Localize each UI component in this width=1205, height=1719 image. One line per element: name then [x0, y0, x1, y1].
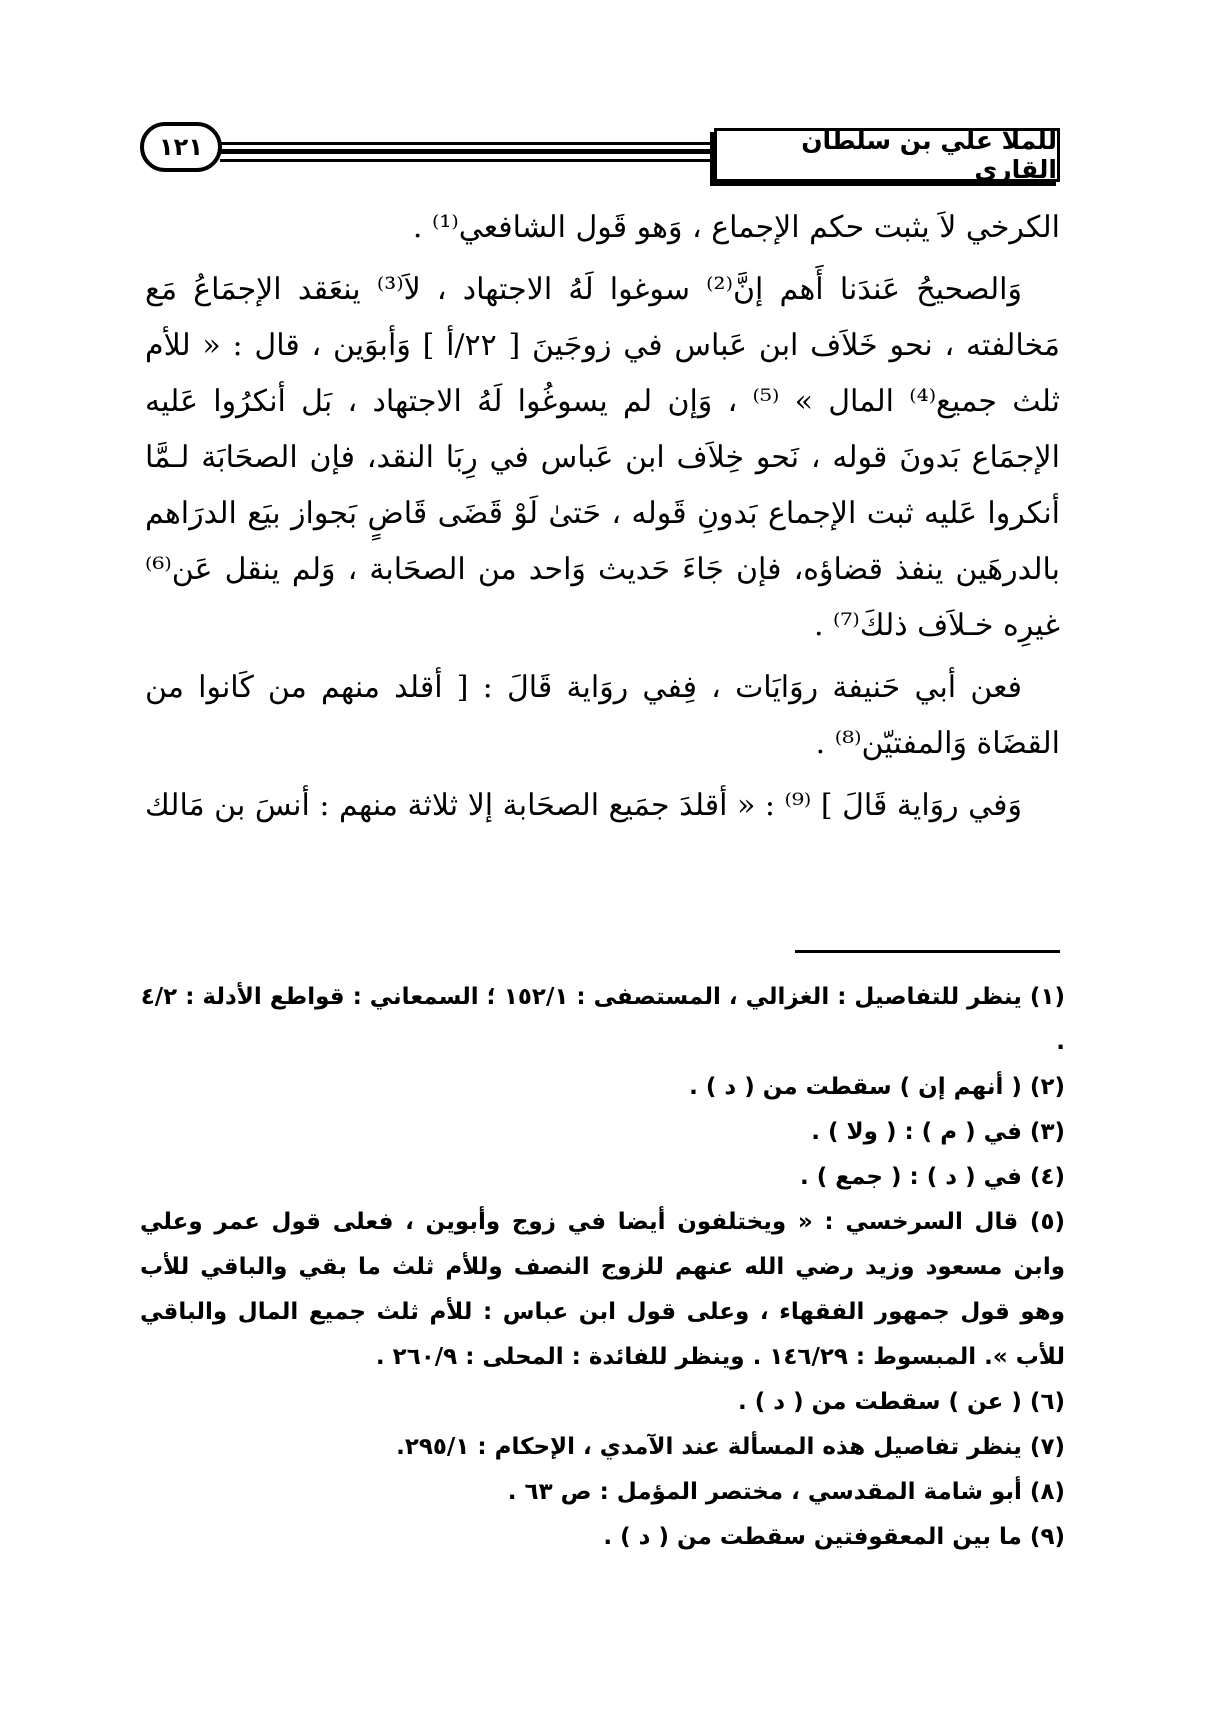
header-rule: [220, 159, 710, 162]
paragraph: وَالصحيحُ عَندَنا أَهم إنَّ⁽²⁾ سوغوا لَهُ الاجتهاد ، لاَ⁽³⁾ ينعَقد الإجمَاعُ مَع مَخالفته ، نحو خَلاَف ابن عَباس في زوجَينَ [ ٢٢/أ ] وَأبوَين ، قال : « للأم ثلث جميع⁽⁴⁾ المال » ⁽⁵⁾ ، وَإن لم يسوغُوا لَهُ الاجتهاد ، بَل أنكرُوا عَليه الإجمَاع بَدونَ قوله ، نَحو خِلاَف ابن عَباس في رِبَا النقد، فإن الصحَابَة لـمَّا أنكروا عَليه ثبت الإجماع بَدونِ قَوله ، حَتىٰ لَوْ قَضَى قَاضٍ بَجواز بيَع الدرَاهم بالدرهَين ينفذ قضاؤه، فإن جَاءَ حَديث وَاحد من الصحَابة ، وَلم ينقل عَن⁽⁶⁾ غيرِه خـلاَف ذلكَ⁽⁷⁾ .: [145, 272, 1060, 643]
footnote: (١) ينظر للتفاصيل : الغزالي ، المستصفى : ١٥٢/١ ؛ السمعاني : قواطع الأدلة : ٤/٢ .: [140, 984, 1065, 1055]
footnote: (٤) في ( د ) : ( جمع ) .: [800, 1164, 1065, 1190]
footnote: (٦) ( عن ) سقطت من ( د ) .: [738, 1389, 1065, 1415]
paragraph: الكرخي لاَ يثبت حكم الإجماع ، وَهو قَول الشافعي⁽¹⁾ .: [412, 210, 1060, 245]
footnote: (٢) ( أنهم إن ) سقطت من ( د ) .: [689, 1074, 1065, 1100]
paragraph: وَفي روَاية قَالَ ] ⁽⁹⁾ : « أقلدَ جمَيع الصحَابة إلا ثلاثة منهم : أنسَ بن مَالك: [145, 788, 1022, 823]
running-title: للملا علي بن سلطان القاري: [714, 128, 1060, 182]
main-text: [145, 200, 1060, 840]
header-rule: [220, 142, 710, 145]
page-header: [140, 108, 1060, 188]
paragraph: فعن أبي حَنيفة روَايَات ، فِفي روَاية قَالَ : [ أقلد منهم من كَانوا من القضَاة وَالمفتيّن⁽⁸⁾ .: [145, 670, 1060, 761]
footnote: (٩) ما بين المعقوفتين سقطت من ( د ) .: [603, 1524, 1065, 1550]
footnote-separator: [795, 950, 1060, 953]
footnote: (٣) في ( م ) : ( ولا ) .: [811, 1119, 1065, 1145]
footnote: (٨) أبو شامة المقدسي ، مختصر المؤمل : ص ٦٣ .: [507, 1479, 1065, 1505]
footnotes: [140, 975, 1065, 1560]
page-number: ١٢١: [140, 122, 222, 172]
footnote: (٧) ينظر تفاصيل هذه المسألة عند الآمدي ، الإحكام : ٢٩٥/١.: [396, 1434, 1065, 1460]
header-rule: [220, 149, 710, 154]
footnote: (٥) قال السرخسي : « ويختلفون أيضا في زوج وأبوين ، فعلى قول عمر وعلي وابن مسعود وزيد رضي الله عنهم للزوج النصف وللأم ثلث ما بقي والباقي للأب وهو قول جمهور الفقهاء ، وعلى قول ابن عباس : للأم ثلث جميع المال والباقي للأب ». المبسوط : ١٤٦/٢٩ . وينظر للفائدة : المحلى : ٢٦٠/٩ .: [140, 1209, 1065, 1370]
